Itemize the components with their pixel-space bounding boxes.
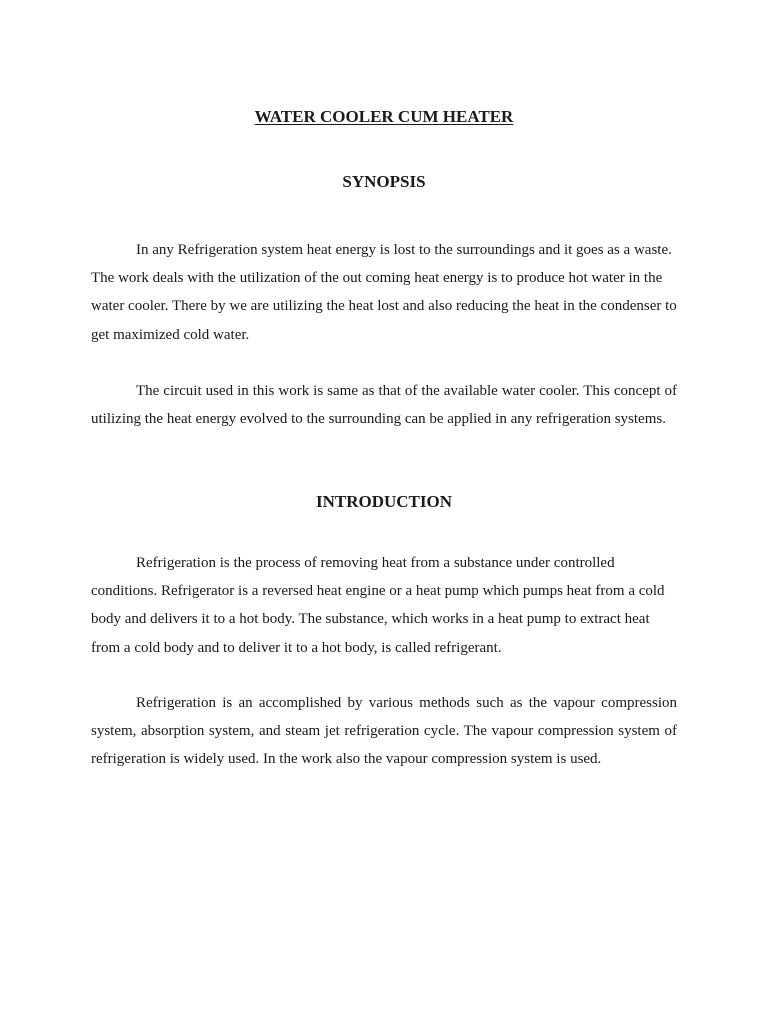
introduction-paragraph-2: Refrigeration is an accomplished by various methods such as the vapour compression system, absorption system, and steam jet refrigeration cycle. The vapour compression system of refrigeration is widely used. In the work also the vapour compression system is used.	[91, 695, 677, 768]
introduction-paragraph-1: Refrigeration is the process of removing heat from a substance under controlled conditions. Refrigerator is a reversed heat engine or a heat pump which pumps heat from a cold body and delivers it to a hot body. The substance, which works in a heat pump to extract heat from a cold body and to deliver it to a hot body, is called refrigerant.	[91, 555, 665, 656]
synopsis-heading: SYNOPSIS	[342, 172, 426, 191]
synopsis-paragraph-1: In any Refrigeration system heat energy is lost to the surroundings and it goes as a waste. The work deals with the utilization of the out coming heat energy is to produce hot water in the water cooler. There by we are utilizing the heat lost and also reducing the heat in the condenser to get maximized cold water.	[91, 242, 677, 343]
document-title: WATER COOLER CUM HEATER	[254, 107, 514, 126]
introduction-heading: INTRODUCTION	[315, 492, 453, 511]
synopsis-paragraph-2: The circuit used in this work is same as that of the available water cooler. This concept of utilizing the heat energy evolved to the surrounding can be applied in any refrigeration systems.	[91, 383, 677, 428]
